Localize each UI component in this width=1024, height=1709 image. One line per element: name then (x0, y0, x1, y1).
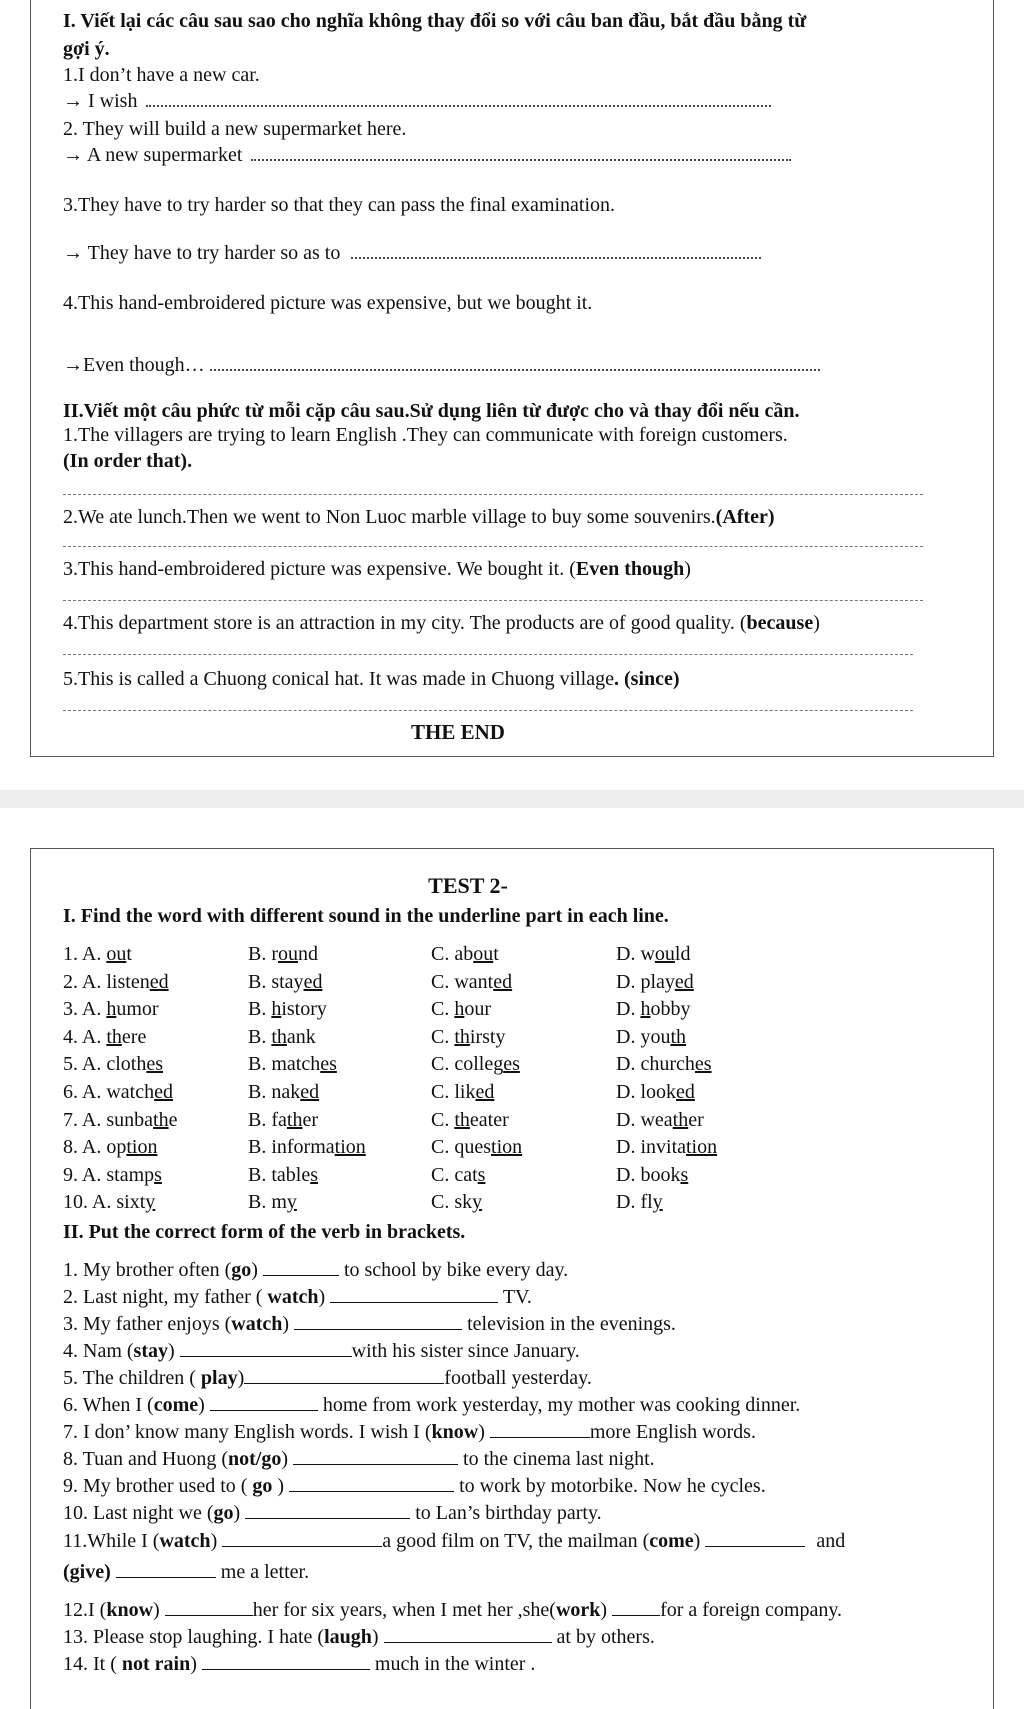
item-number: 1. (63, 943, 78, 965)
pronunciation-option[interactable]: D. would (616, 943, 691, 965)
pronunciation-option[interactable]: 2. A. listened (63, 971, 169, 993)
item-number: 3. (63, 998, 78, 1020)
option-letter: A. (81, 1026, 102, 1048)
pronunciation-option[interactable]: B. stayed (248, 971, 323, 993)
underlined-part: th (454, 1026, 470, 1048)
option-letter: B. (248, 1164, 267, 1186)
pronunciation-option[interactable]: D. weather (616, 1109, 704, 1131)
test-title: TEST 2- (428, 873, 508, 898)
verb-item-1: 1. My brother often (go) to school by bike every day. (63, 1259, 569, 1281)
pronunciation-option[interactable]: B. matches (248, 1053, 337, 1075)
pronunciation-option[interactable]: 4. A. there (63, 1026, 147, 1048)
answer-blank[interactable] (202, 1653, 370, 1670)
item-number: 7. (63, 1109, 78, 1131)
underlined-part: s (310, 1164, 319, 1186)
rewrite-question-1: 1.I don’t have a new car. (63, 64, 260, 86)
underlined-part: ed (303, 971, 323, 993)
pronunciation-option[interactable]: B. information (248, 1136, 366, 1158)
rewrite-answer-1[interactable] (63, 88, 771, 114)
option-letter: B. (248, 1136, 267, 1158)
answer-line-4[interactable] (63, 654, 913, 655)
option-letter: D. (616, 1109, 636, 1131)
pronunciation-option[interactable]: C. wanted (431, 971, 513, 993)
underlined-part: ou (106, 943, 127, 965)
the-end-label: THE END (411, 720, 505, 744)
answer-blank[interactable] (490, 1421, 590, 1438)
option-letter: D. (616, 998, 636, 1020)
option-letter: A. (81, 971, 102, 993)
underlined-part: ou (278, 943, 299, 965)
pronunciation-option[interactable]: 7. A. sunbathe (63, 1109, 178, 1131)
underlined-part: tion (686, 1136, 718, 1158)
verb-item-6: 6. When I (come) home from work yesterday, my mother was cooking dinner. (63, 1394, 801, 1416)
answer-blank[interactable] (351, 243, 761, 259)
verb-item-7: 7. I don’ know many English words. I wish I (know) more English words. (63, 1421, 756, 1443)
verb-item-14: 14. It ( not rain) much in the winter . (63, 1653, 536, 1675)
pronunciation-option[interactable]: C. sky (431, 1191, 483, 1213)
underlined-part: ou (654, 943, 675, 965)
underlined-part: y (472, 1191, 483, 1213)
rewrite-answer-2[interactable] (63, 142, 791, 168)
pronunciation-option[interactable]: C. question (431, 1136, 523, 1158)
pronunciation-option[interactable]: D. hobby (616, 998, 691, 1020)
option-letter: A. (81, 998, 102, 1020)
pronunciation-option[interactable]: D. played (616, 971, 694, 993)
answer-blank[interactable] (330, 1286, 498, 1303)
option-letter: C. (431, 1164, 450, 1186)
underlined-part: es (694, 1053, 712, 1075)
option-letter: C. (431, 1053, 450, 1075)
answer-blank[interactable] (210, 1394, 318, 1411)
pronunciation-option[interactable]: 5. A. clothes (63, 1053, 164, 1075)
option-letter: D. (616, 943, 636, 965)
pronunciation-option[interactable]: 1. A. out (63, 943, 132, 965)
answer-line-1[interactable] (63, 494, 923, 495)
answer-blank[interactable] (210, 355, 820, 371)
pronunciation-option[interactable]: D. youth (616, 1026, 687, 1048)
answer-line-3[interactable] (63, 600, 923, 601)
option-letter: A. (81, 1136, 102, 1158)
combine-question-4: 4.This department store is an attraction in my city. The products are of good quality. (because) (63, 612, 820, 634)
pronunciation-option[interactable]: C. theater (431, 1109, 509, 1131)
underlined-part: tion (334, 1136, 366, 1158)
underlined-part: ed (475, 1081, 495, 1103)
option-letter: D. (616, 1191, 636, 1213)
option-letter: A. (81, 1053, 102, 1075)
pronunciation-option[interactable]: C. cats (431, 1164, 486, 1186)
option-letter: C. (431, 998, 450, 1020)
arrow-prompt: → A new supermarket (63, 144, 243, 166)
pronunciation-option[interactable]: 3. A. humor (63, 998, 159, 1020)
pronunciation-option[interactable]: C. about (431, 943, 499, 965)
underlined-part: h (271, 998, 282, 1020)
verb-item-8: 8. Tuan and Huong (not/go) to the cinema last night. (63, 1448, 655, 1470)
part1-heading: I. Viết lại các câu sau sao cho nghĩa không thay đổi so với câu ban đầu, bắt đầu bằng từ (63, 10, 807, 32)
underlined-part: th (454, 1109, 470, 1131)
verb-item-13: 13. Please stop laughing. I hate (laugh) at by others. (63, 1626, 655, 1648)
option-letter: B. (248, 971, 267, 993)
pronunciation-option[interactable]: D. looked (616, 1081, 695, 1103)
rewrite-question-2: 2. They will build a new supermarket here. (63, 118, 407, 140)
option-letter: C. (431, 1081, 450, 1103)
underlined-part: h (454, 998, 465, 1020)
option-letter: D. (616, 1026, 636, 1048)
verb-item-9: 9. My brother used to ( go ) to work by motorbike. Now he cycles. (63, 1475, 766, 1497)
underlined-part: ed (674, 971, 694, 993)
answer-blank[interactable] (384, 1626, 552, 1643)
pronunciation-option[interactable]: 9. A. stamps (63, 1164, 162, 1186)
underlined-part: tion (491, 1136, 523, 1158)
option-letter: B. (248, 1053, 267, 1075)
underlined-part: ed (300, 1081, 320, 1103)
verb-item-10: 10. Last night we (go) to Lan’s birthday party. (63, 1502, 602, 1524)
pronunciation-option[interactable]: B. naked (248, 1081, 320, 1103)
underlined-part: y (286, 1191, 297, 1213)
verb-item-12: 12.I (know) her for six years, when I met her ,she(work) for a foreign company. (63, 1599, 843, 1621)
option-letter: C. (431, 943, 450, 965)
option-letter: C. (431, 1026, 450, 1048)
worksheet-page-1 (30, 0, 994, 757)
underlined-part: th (670, 1026, 687, 1048)
section2-heading: II. Put the correct form of the verb in brackets. (63, 1221, 466, 1243)
underlined-part: ed (676, 1081, 695, 1103)
page-separator (0, 790, 1024, 808)
option-letter: A. (81, 1081, 102, 1103)
answer-blank[interactable] (263, 1259, 339, 1276)
combine-question-3: 3.This hand-embroidered picture was expensive. We bought it. (Even though) (63, 558, 691, 580)
rewrite-answer-3[interactable] (63, 240, 761, 266)
verb-item-11-cont: (give) me a letter. (63, 1561, 310, 1583)
pronunciation-option[interactable]: B. thank (248, 1026, 316, 1048)
underlined-part: ed (149, 971, 169, 993)
answer-blank[interactable] (705, 1530, 805, 1547)
pronunciation-option[interactable]: C. thirsty (431, 1026, 506, 1048)
underlined-part: es (503, 1053, 520, 1075)
item-number: 4. (63, 1026, 78, 1048)
option-letter: C. (431, 1136, 450, 1158)
option-letter: D. (616, 1053, 636, 1075)
combine-question-2: 2.We ate lunch.Then we went to Non Luoc marble village to buy some souvenirs.(After) (63, 506, 775, 528)
pronunciation-option[interactable]: C. liked (431, 1081, 495, 1103)
answer-blank[interactable] (116, 1561, 216, 1578)
item-number: 5. (63, 1053, 78, 1075)
option-letter: B. (248, 943, 267, 965)
option-letter: D. (616, 1136, 636, 1158)
rewrite-question-4: 4.This hand-embroidered picture was expensive, but we bought it. (63, 292, 593, 314)
option-letter: A. (81, 1109, 102, 1131)
pronunciation-option[interactable]: B. tables (248, 1164, 319, 1186)
underlined-part: y (145, 1191, 156, 1213)
underlined-part: s (477, 1164, 486, 1186)
underlined-part: th (153, 1109, 169, 1131)
answer-blank[interactable] (293, 1448, 458, 1465)
answer-blank[interactable] (294, 1313, 462, 1330)
pronunciation-option[interactable]: B. father (248, 1109, 318, 1131)
underlined-part: s (154, 1164, 162, 1186)
underlined-part: th (672, 1109, 689, 1131)
option-letter: D. (616, 971, 636, 993)
underlined-part: h (640, 998, 651, 1020)
section1-heading: I. Find the word with different sound in the underline part in each line. (63, 905, 669, 927)
part1-heading-cont: gợi ý. (63, 38, 110, 60)
underlined-part: tion (126, 1136, 158, 1158)
option-letter: D. (616, 1164, 636, 1186)
item-number: 2. (63, 971, 78, 993)
pronunciation-option[interactable]: B. round (248, 943, 319, 965)
verb-item-11: 11.While I (watch) a good film on TV, the mailman (come) and (63, 1530, 846, 1552)
verb-item-5: 5. The children ( play) football yesterday. (63, 1367, 592, 1389)
answer-blank[interactable] (222, 1530, 382, 1547)
answer-blank[interactable] (289, 1475, 454, 1492)
pronunciation-option[interactable]: 6. A. watched (63, 1081, 174, 1103)
combine-question-5: 5.This is called a Chuong conical hat. It was made in Chuong village. (since) (63, 668, 680, 690)
underlined-part: y (652, 1191, 663, 1213)
option-letter: B. (248, 1081, 267, 1103)
option-letter: B. (248, 1191, 267, 1213)
item-number: 10. (63, 1191, 88, 1213)
pronunciation-option[interactable]: C. hour (431, 998, 492, 1020)
pronunciation-option[interactable]: C. colleges (431, 1053, 520, 1075)
arrow-prompt: → They have to try harder so as to (63, 242, 341, 264)
underlined-part: th (106, 1026, 122, 1048)
pronunciation-option[interactable]: D. fly (616, 1191, 663, 1213)
answer-line-2[interactable] (63, 546, 923, 547)
underlined-part: ed (493, 971, 513, 993)
pronunciation-option[interactable]: 8. A. option (63, 1136, 158, 1158)
option-letter: B. (248, 1026, 267, 1048)
underlined-part: es (320, 1053, 337, 1075)
pronunciation-option[interactable]: D. invitation (616, 1136, 718, 1158)
option-letter: C. (431, 1191, 450, 1213)
answer-blank[interactable] (146, 91, 771, 107)
underlined-part: es (146, 1053, 164, 1075)
option-letter: B. (248, 1109, 267, 1131)
underlined-part: th (271, 1026, 287, 1048)
pronunciation-option[interactable]: D. churches (616, 1053, 712, 1075)
combine-hint-1: (In order that). (63, 450, 193, 472)
verb-item-4: 4. Nam (stay) with his sister since January. (63, 1340, 580, 1362)
arrow-prompt: → I wish (63, 90, 138, 112)
answer-blank[interactable] (180, 1340, 352, 1357)
answer-line-5[interactable] (63, 710, 913, 711)
option-letter: C. (431, 971, 450, 993)
option-letter: C. (431, 1109, 450, 1131)
combine-question-1: 1.The villagers are trying to learn English .They can communicate with foreign customers. (63, 424, 788, 446)
pronunciation-option[interactable]: 10. A. sixty (63, 1191, 156, 1213)
underlined-part: ou (473, 943, 494, 965)
item-number: 9. (63, 1164, 78, 1186)
item-number: 6. (63, 1081, 78, 1103)
answer-blank[interactable] (251, 145, 791, 161)
verb-item-3: 3. My father enjoys (watch) television in the evenings. (63, 1313, 676, 1335)
option-letter: B. (248, 998, 267, 1020)
underlined-part: h (106, 998, 117, 1020)
pronunciation-option[interactable]: D. books (616, 1164, 689, 1186)
option-letter: A. (81, 1164, 102, 1186)
rewrite-answer-4[interactable] (63, 352, 820, 378)
worksheet-page-2 (30, 848, 994, 1709)
underlined-part: th (286, 1109, 303, 1131)
answer-blank[interactable] (612, 1599, 660, 1616)
rewrite-question-3: 3.They have to try harder so that they can pass the final examination. (63, 194, 616, 216)
option-letter: A. (91, 1191, 112, 1213)
part2-heading: II.Viết một câu phức từ mỗi cặp câu sau.Sử dụng liên từ được cho và thay đổi nếu cần. (63, 400, 800, 422)
pronunciation-option[interactable]: B. my (248, 1191, 297, 1213)
answer-blank[interactable] (165, 1599, 253, 1616)
option-letter: D. (616, 1081, 636, 1103)
item-number: 8. (63, 1136, 78, 1158)
answer-blank[interactable] (244, 1367, 444, 1384)
pronunciation-option[interactable]: B. history (248, 998, 327, 1020)
arrow-prompt: →Even though… (63, 354, 205, 376)
verb-item-2: 2. Last night, my father ( watch) TV. (63, 1286, 532, 1308)
answer-blank[interactable] (245, 1502, 410, 1519)
underlined-part: s (680, 1164, 689, 1186)
option-letter: A. (81, 943, 102, 965)
underlined-part: ed (154, 1081, 174, 1103)
